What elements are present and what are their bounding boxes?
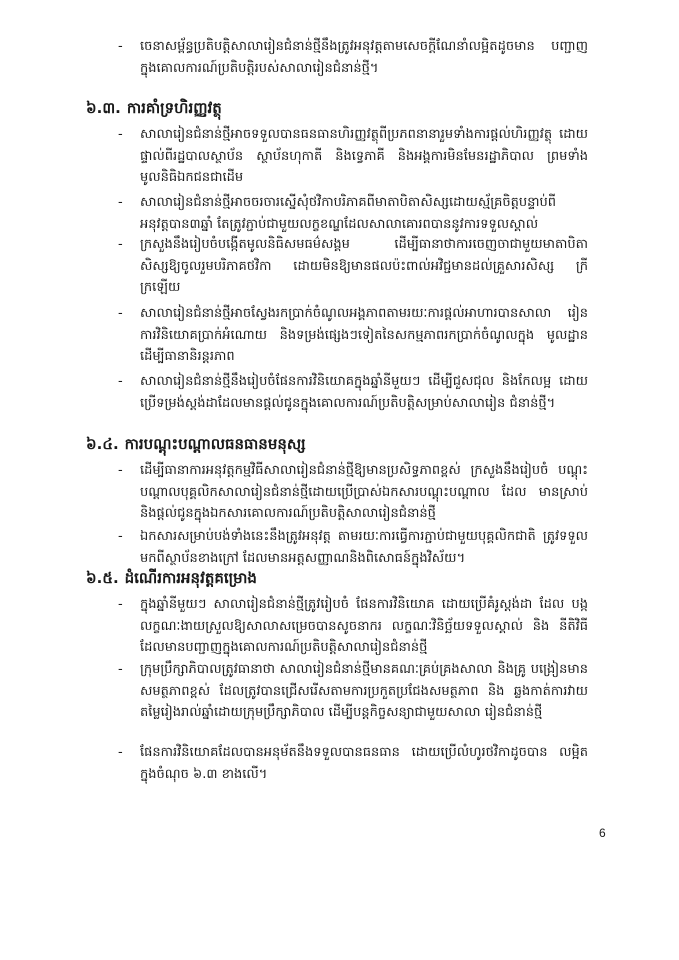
bullet-item [118,124,588,189]
bullet-item [118,594,588,659]
section-heading-6-3 [86,98,222,118]
bullet-dash: - [118,237,123,252]
bullet-dash: - [118,463,123,478]
section-number: ៦.៣. [86,99,121,117]
section-title: ការបណ្តុះបណ្តាលធនធានមនុស្ស [124,435,306,453]
bullet-item [118,36,588,79]
bullet-text: សាលារៀនជំនាន់ថ្មីអាចចរចារស្នើសុំថវិកាបរិភាគពីមាតាបិតាសិស្សដោយស្ម័គ្រចិត្តបន្ទាប់ពី អនុវត្តបាន៣ឆ្នាំ តែត្រូវភ្ជាប់ជាមួយលក្ខខណ្ឌដែលសាលាគោរពបាននូវការទទួលស្គាល់ [140,195,556,232]
bullet-text: ដើម្បីធានាការអនុវត្តកម្មវិធីសាលារៀនជំនាន់ថ្មីឱ្យមានប្រសិទ្ធភាពខ្ពស់ ក្រសួងនឹងរៀបចំ បណ្តុះបណ្តាលបុគ្គលិកសាលារៀនជំនាន់ថ្មីដោយប្រើប្រាស់ឯកសារបណ្តុះបណ្តាល ដែល មានស្រាប់ និងផ្តល់ជូនក្នុងឯកសារគោលការណ៍ប្រតិបត្តិសាលារៀនជំនាន់ថ្មី [140,463,588,521]
bullet-dash: - [118,306,123,321]
bullet-text: ចេនាសម្ព័ន្ធប្រតិបត្តិសាលារៀនជំនាន់ថ្មីនឹងត្រូវអនុវត្តតាមសេចក្តីណែនាំលម្អិតដូចមាន បញ្ជាញក្នុងគោលការណ៍ប្រតិបត្តិរបស់សាលារៀនជំនាន់ថ្មី។ [140,39,588,76]
bullet-item [118,303,588,368]
section-number: ៦.៥. [86,569,119,587]
bullet-text: សាលារៀនជំនាន់ថ្មីអាចស្វែងរកប្រាក់ចំណូលអង្គភាពតាមរយៈការផ្តល់អាហារបានសាលា រៀន ការវិនិយោគប្រាក់អំណោយ និងទម្រង់ផ្សេងៗទៀតនៃសកម្មភាពរកប្រាក់ចំណូលក្នុង មូលដ្ឋាន ដើម្បីធានានិរន្តរភាព [140,306,588,364]
bullet-text: សាលារៀនជំនាន់ថ្មីនឹងរៀបចំផែនការវិនិយោគក្នុងឆ្នាំនីមួយៗ ដើម្បីជួសជុល និងកែលម្អ ដោយប្រើទម្រង់ស្តង់ដាដែលមានផ្តល់ជូនក្នុងគោលការណ៍ប្រតិបត្តិសម្រាប់សាលារៀន ជំនាន់ថ្មី។ [140,374,588,411]
page-number: 6 [599,826,606,840]
bullet-text: ក្រុមប្រឹក្សាភិបាលត្រូវធានាថា សាលារៀនជំនាន់ថ្មីមានគណៈគ្រប់គ្រងសាលា និងគ្រូ បង្រៀនមានសមត្ថភាពខ្ពស់ ដែលត្រូវបានជ្រើសរើសតាមការប្រកួតប្រជែងសមត្ថភាព និង ឆ្លងកាត់ការវាយតម្លៃរៀងរាល់ឆ្នាំដោយក្រុមប្រឹក្សាភិបាល ដើម្បីបន្តកិច្ចសន្យាជាមួយសាលា រៀនជំនាន់ថ្មី [140,662,588,720]
bullet-item [118,192,588,235]
section-number: ៦.៤. [86,435,119,453]
bullet-item [118,234,588,299]
section-title: ដំណើរការអនុវត្តគម្រោង [124,569,257,587]
section-title: ការគាំទ្រហិរញ្ញវត្ថុ [126,99,222,117]
bullet-dash: - [118,597,123,612]
bullet-item [118,371,588,414]
bullet-dash: - [118,745,123,760]
bullet-text: សាលារៀនជំនាន់ថ្មីអាចទទួលបានធនធានហិរញ្ញវត្ថុពីប្រភពនានារួមទាំងការផ្តល់ហិរញ្ញវត្ថុ ដោយផ្ទាល់ពីរដ្ឋបាលស្ថាប័ន ស្ថាប័នហុកាតី និងទ្វេភាគី និងអង្គការមិនមែនរដ្ឋាភិបាល ព្រមទាំងមូលនិធិឯកជនជាដើម [140,127,588,185]
bullet-dash: - [118,195,123,210]
bullet-dash: - [118,662,123,677]
bullet-dash: - [118,529,123,544]
bullet-dash: - [118,39,123,54]
section-heading-6-4 [86,434,306,454]
bullet-item [118,742,588,785]
bullet-text: ផែនការវិនិយោគដែលបានអនុម័តនឹងទទួលបានធនធាន ដោយប្រើលំហូរថវិកាដូចបាន លម្អិតក្នុងចំណុច ៦.៣ ខាងលើ។ [140,745,588,782]
bullet-text: ក្នុងឆ្នាំនីមួយៗ សាលារៀនជំនាន់ថ្មីត្រូវរៀបចំ ផែនការវិនិយោគ ដោយប្រើគំរូស្តង់ដា ដែល បង្កលក្ខណៈងាយស្រួលឱ្យសាលាសម្រេចបានសូចនាករ លក្ខណៈវិនិច្ឆ័យទទួលស្គាល់ និង នីតិវិធីដែលមានបញ្ជាញក្នុងគោលការណ៍ប្រតិបត្តិសាលារៀនជំនាន់ថ្មី [140,597,588,655]
bullet-text: ឯកសារសម្រាប់បង់ទាំងនេះនឹងត្រូវអនុវត្ត តាមរយៈការធ្វើការភ្ជាប់ជាមួយបុគ្គលិកជាតិ ត្រូវទទួលមកពីស្ថាប័នខាងក្រៅ ដែលមានអត្តសញ្ញាណនិងពិសោធន៍ក្នុងវិស័យ។ [140,529,588,566]
bullet-item [118,659,588,724]
bullet-dash: - [118,127,123,142]
bullet-item [118,460,588,525]
bullet-text: ក្រសួងនឹងរៀបចំបង្កើតមូលនិធិសមធម៌សង្គម ដើម្បីធានាថាការចេញចាជាមួយមាតាបិតា សិស្សឱ្យចូលរួមបរិភាគថវិកា ដោយមិនឱ្យមានផលប៉ះពាល់អវិជ្ជមានដល់គ្រួសារសិស្ស ក្រីក្រឡើយ [140,237,588,295]
bullet-item [118,526,588,569]
bullet-dash: - [118,374,123,389]
section-heading-6-5 [86,568,257,588]
